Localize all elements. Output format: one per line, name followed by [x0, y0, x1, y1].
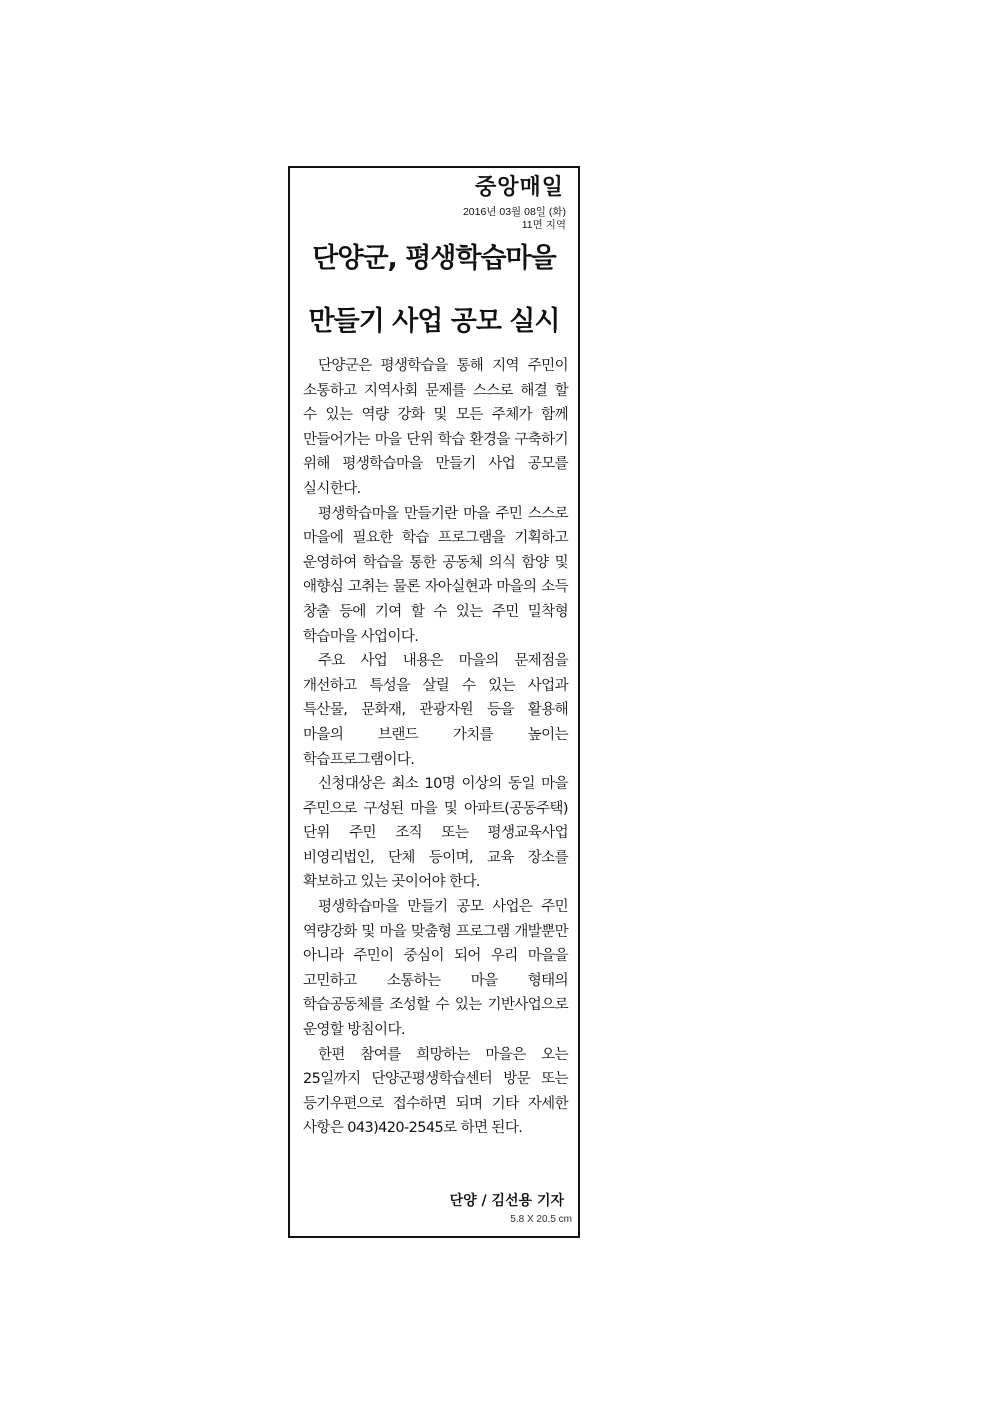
reporter-byline: 단양 / 김선용 기자 [449, 1193, 564, 1209]
article-paragraph: 단양군은 평생학습을 통해 지역 주민이 소통하고 지역사회 문제를 스스로 해결 할 수 있는 역량 강화 및 모든 주체가 함께 만들어가는 마을 단위 학습 환경을 구축하기 위해 평생학습마을 만들기 사업 공모를 실시한다. [303, 358, 568, 497]
newspaper-clipping [288, 166, 580, 1238]
article-paragraph: 신청대상은 최소 10명 이상의 동일 마을 주민으로 구성된 마을 및 아파트(공동주택) 단위 주민 조직 또는 평생교육사업 비영리법인, 단체 등이며, 교육 장소를 확보하고 있는 곳이어야 한다. [303, 776, 568, 891]
headline-line-2: 만들기 사업 공모 실시 [308, 306, 560, 337]
article-paragraph: 평생학습마을 만들기란 마을 주민 스스로 마을에 필요한 학습 프로그램을 기획하고 운영하여 학습을 통한 공동체 의식 함양 및 애향심 고취는 물론 자아실현과 마을의 소득 창출 등에 기여 할 수 있는 주민 밀착형 학습마을 사업이다. [303, 505, 568, 645]
article-paragraph: 평생학습마을 만들기 공모 사업은 주민 역량강화 및 마을 맞춤형 프로그램 개발뿐만 아니라 주민이 중심이 되어 우리 마을을 고민하고 소통하는 마을 형태의 학습공동체를 조성할 수 있는 기반사업으로 운영할 방침이다. [303, 899, 568, 1039]
page-section: 11면 지역 [521, 219, 566, 231]
headline-line-1: 단양군, 평생학습마을 [312, 243, 556, 274]
newspaper-masthead: 중앙매일 [474, 175, 564, 200]
article-paragraph: 한편 참여를 희망하는 마을은 오는 25일까지 단양군평생학습센터 방문 또는 등기우편으로 접수하면 되며 기타 자세한 사항은 043)420-2545로 하면 된다. [303, 1046, 568, 1137]
clipping-size: 5.8 X 20.5 cm [510, 1214, 572, 1225]
article-paragraph: 주요 사업 내용은 마을의 문제점을 개선하고 특성을 살릴 수 있는 사업과 특산물, 문화재, 관광자원 등을 활용해 마을의 브랜드 가치를 높이는 학습프로그램이다. [303, 653, 568, 768]
article-body [303, 354, 568, 1141]
publication-date: 2016년 03월 08일 (화) [462, 206, 566, 218]
publication-info [463, 206, 566, 232]
